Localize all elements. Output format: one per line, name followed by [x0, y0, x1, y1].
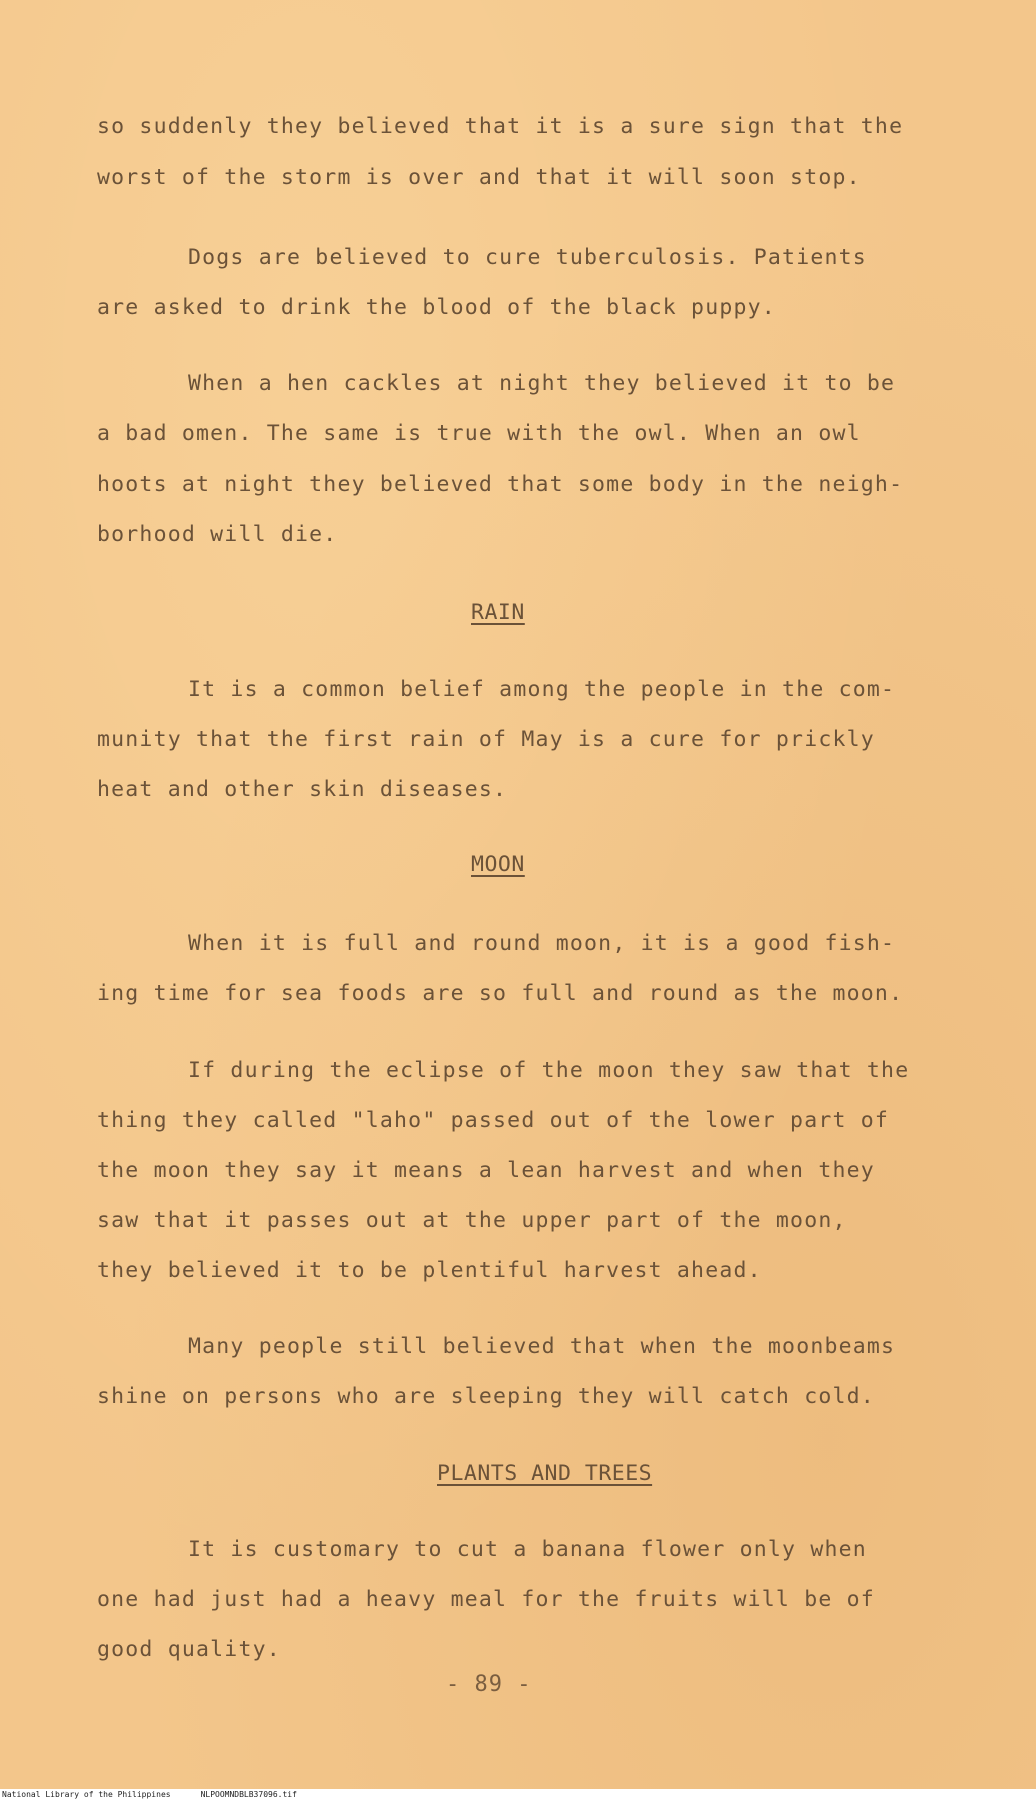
text-line: shine on persons who are sleeping they will catch cold.	[97, 1384, 875, 1409]
text-line: heat and other skin diseases.	[97, 777, 508, 802]
text-line: hoots at night they believed that some body in the neigh-	[97, 472, 904, 497]
text-line: saw that it passes out at the upper part of the moon,	[97, 1208, 847, 1233]
text-line: the moon they say it means a lean harvest and when they	[97, 1158, 875, 1183]
text-line: When it is full and round moon, it is a good fish-	[188, 931, 896, 956]
file-id: NLPOOMNDBLB37096.tif	[200, 1790, 297, 1799]
section-heading-rain: RAIN	[471, 600, 525, 625]
page-number: - 89 -	[446, 1672, 532, 1697]
section-heading-moon: MOON	[471, 852, 525, 877]
text-line: are asked to drink the blood of the black puppy.	[97, 295, 776, 320]
text-line: ing time for sea foods are so full and round as the moon.	[97, 981, 904, 1006]
text-line: worst of the storm is over and that it will soon stop.	[97, 165, 861, 190]
text-line: borhood will die.	[97, 522, 338, 547]
text-line: It is customary to cut a banana flower only when	[188, 1537, 867, 1562]
text-line: Many people still believed that when the moonbeams	[188, 1334, 896, 1359]
text-line: good quality.	[97, 1637, 281, 1662]
scan-footer	[0, 1789, 1036, 1800]
text-line: one had just had a heavy meal for the fruits will be of	[97, 1587, 875, 1612]
section-heading-plants: PLANTS AND TREES	[437, 1461, 653, 1486]
text-line: Dogs are believed to cure tuberculosis. Patients	[188, 245, 867, 270]
text-line: thing they called "laho" passed out of the lower part of	[97, 1108, 890, 1133]
text-line: so suddenly they believed that it is a sure sign that the	[97, 114, 904, 139]
text-line: It is a common belief among the people in the com-	[188, 677, 896, 702]
library-name: National Library of the Philippines	[2, 1790, 171, 1799]
text-line: they believed it to be plentiful harvest ahead.	[97, 1258, 762, 1283]
text-line: If during the eclipse of the moon they saw that the	[188, 1058, 910, 1083]
text-line: munity that the first rain of May is a cure for prickly	[97, 727, 875, 752]
text-line: a bad omen. The same is true with the owl. When an owl	[97, 421, 861, 446]
text-line: When a hen cackles at night they believed it to be	[188, 371, 896, 396]
